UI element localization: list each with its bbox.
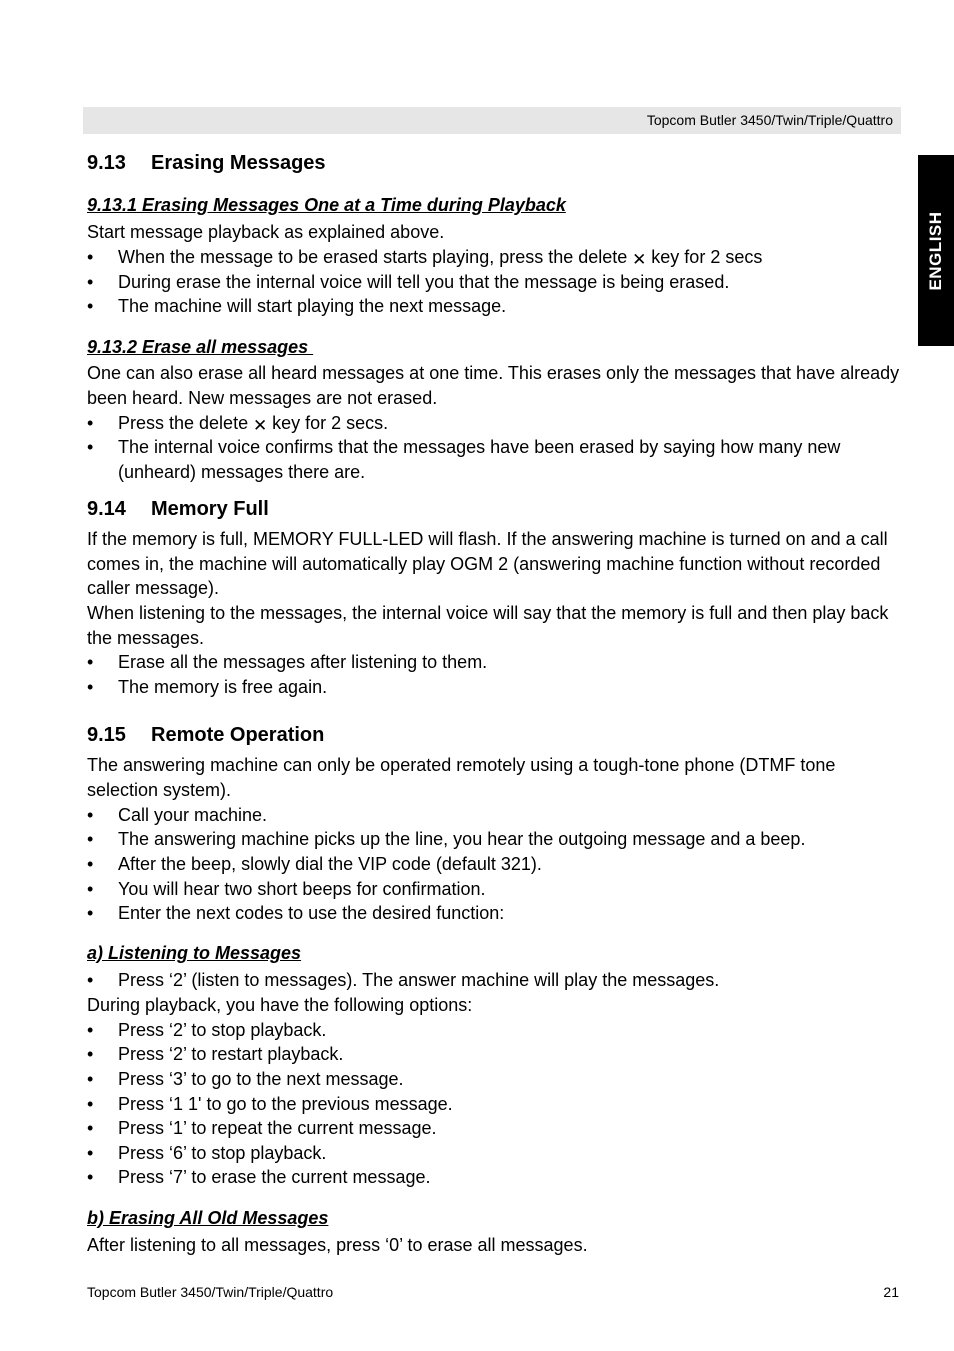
footer-title: Topcom Butler 3450/Twin/Triple/Quattro <box>87 1284 334 1300</box>
paragraph: The answering machine can only be operated remotely using a tough-tone phone (DTMF tone selection system). <box>87 755 836 800</box>
list-item: • Erase all the messages after listening to them. <box>87 652 488 672</box>
paragraph: After listening to all messages, press ‘0’ to erase all messages. <box>87 1235 588 1255</box>
list-item: • Call your machine. <box>87 805 268 825</box>
section-number: 9.13 <box>87 152 126 174</box>
list-item: • You will hear two short beeps for confirmation. <box>87 879 486 899</box>
x-delete-icon: ✕ <box>252 416 268 435</box>
list-item: • Press ‘2’ to stop playback. <box>87 1020 327 1040</box>
list-item: • Press ‘3’ to go to the next message. <box>87 1069 404 1089</box>
section-heading-9-14 <box>87 497 269 521</box>
paragraph: If the memory is full, MEMORY FULL-LED will flash. If the answering machine is turned on and a call comes in, the machine will automatically play OGM 2 (answering machine function without recorded caller message). <box>87 529 888 599</box>
x-delete-icon: ✕ <box>632 250 647 269</box>
paragraph: Start message playback as explained above. <box>87 222 445 242</box>
header-title: Topcom Butler 3450/Twin/Triple/Quattro <box>646 112 893 128</box>
subsection-heading-9-13-2: 9.13.2 Erase all messages <box>87 337 314 357</box>
section-number: 9.14 <box>87 498 126 520</box>
language-tab-label: ENGLISH <box>926 210 945 291</box>
page-number: 21 <box>883 1284 899 1300</box>
section-title: Memory Full <box>151 498 269 520</box>
language-tab <box>918 155 954 346</box>
list-item: • Press ‘6’ to stop playback. <box>87 1143 327 1163</box>
list-item: • During erase the internal voice will tell you that the message is being erased. <box>87 272 730 292</box>
section-heading-9-13 <box>87 151 326 175</box>
list-item: • Enter the next codes to use the desired function: <box>87 903 505 923</box>
subsection-heading-b: b) Erasing All Old Messages <box>87 1208 329 1228</box>
list-item: • The answering machine picks up the line, you hear the outgoing message and a beep. <box>87 829 806 849</box>
paragraph: During playback, you have the following options: <box>87 995 473 1015</box>
list-item: • Press ‘2’ to restart playback. <box>87 1044 344 1064</box>
section-heading-9-15 <box>87 723 324 747</box>
list-item: • Press the delete ✕ key for 2 secs. <box>87 411 902 437</box>
list-item: • Press ‘1’ to repeat the current message. <box>87 1118 437 1138</box>
list-item: • Press ‘1 1' to go to the previous message. <box>87 1094 453 1114</box>
subsection-heading-9-13-1: 9.13.1 Erasing Messages One at a Time during Playback <box>87 195 566 215</box>
running-header <box>83 107 901 134</box>
list-item: • After the beep, slowly dial the VIP code (default 321). <box>87 854 542 874</box>
paragraph: When listening to the messages, the internal voice will say that the memory is full and then play back the messages. <box>87 603 889 648</box>
list-item: • When the message to be erased starts playing, press the delete ✕ key for 2 secs <box>87 245 902 271</box>
paragraph: One can also erase all heard messages at one time. This erases only the messages that have already been heard. New messages are not erased. <box>87 363 900 408</box>
list-item: • Press ‘2’ (listen to messages). The answer machine will play the messages. <box>87 970 720 990</box>
list-item: • The memory is free again. <box>87 677 328 697</box>
list-item: • The machine will start playing the next message. <box>87 296 507 316</box>
section-title: Erasing Messages <box>151 152 326 174</box>
section-title: Remote Operation <box>151 724 325 746</box>
list-item: • The internal voice confirms that the messages have been erased by saying how many new (unheard) messages there are. <box>87 437 841 482</box>
section-number: 9.15 <box>87 724 126 746</box>
subsection-heading-a: a) Listening to Messages <box>87 943 302 963</box>
list-item: • Press ‘7’ to erase the current message. <box>87 1167 431 1187</box>
